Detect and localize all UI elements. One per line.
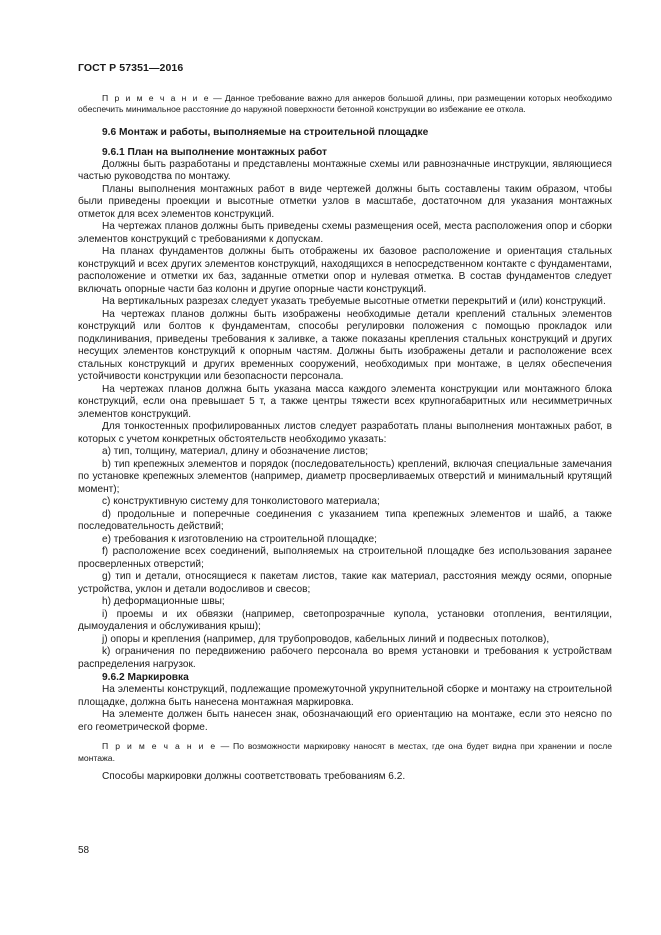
list-item: b) тип крепежных элементов и порядок (последовательность) креплений, включая специальные замечания по установке крепежных элементов (например, диаметр просверливаемых отверстий и минимальный крутящий момент); xyxy=(78,458,612,495)
paragraph: Должны быть разработаны и представлены монтажные схемы или равнозначные инструкции, являющиеся частью руководства по монтажу. xyxy=(78,158,612,183)
note-1-label: П р и м е ч а н и е xyxy=(102,93,211,103)
page-number: 58 xyxy=(78,845,90,856)
list-item: g) тип и детали, относящиеся к пакетам листов, такие как материал, расстояния между осями, опорные устройства, уклон и детали водосливов и свесов; xyxy=(78,571,612,595)
list-item: h) деформационные швы; xyxy=(102,596,225,608)
list-item: k) ограничения по передвижению рабочего персонала во время установки и требования к устройствам распределения нагрузок. xyxy=(78,646,612,670)
note-2-text: — По возможности маркировку наносят в местах, где она будет видна при хранении и после монтажа. xyxy=(78,741,612,763)
list-item: i) проемы и их обвязки (например, светопрозрачные купола, установки отопления, вентиляции, дымоудаления и обслуживания крыш); xyxy=(78,608,612,633)
list-item: j) опоры и крепления (например, для трубопроводов, кабельных линий и подвесных потолков), xyxy=(102,633,550,645)
document-header: ГОСТ Р 57351—2016 xyxy=(78,62,184,74)
paragraph: На чертежах планов должны быть изображены необходимые детали креплений стальных элементов конструкций или болтов к фундаментам, способы регулировки положения с помощью прокладок или подклинивания, приведены требования к заливке, а также показаны крепления стальных конструкций и других несущих элементов конструкций к опорным частям. Должны быть изображены детали и расположение всех стальных конструкций и других временных сооружений, необходимых при монтаже, в целях обеспечения устойчивости конструкции или безопасности персонала. xyxy=(78,308,612,383)
list-item: c) конструктивную систему для тонколистового материала; xyxy=(102,496,380,508)
paragraph: На планах фундаментов должны быть отображены их базовое расположение и ориентация стальных конструкций и всех других элементов конструкций, находящихся в непосредственном контакте с фундаментами, расположение и отметки их баз, заданные отметки опор и нулевая отметка. В состав фундаментов следует включать опорные части баз колонн и другие опорные части конструкций. xyxy=(78,246,612,295)
paragraph: На чертежах планов должны быть приведены схемы размещения осей, места расположения опор и сборки элементов конструкций с требованиями к допускам. xyxy=(78,221,612,245)
note-2 xyxy=(78,741,612,764)
paragraph: Планы выполнения монтажных работ в виде чертежей должны быть составлены таким образом, чтобы были приведены проекции и высотные отметки узлов в масштабе, достаточном для указания монтажных отметок для всех элементов конструкций. xyxy=(78,183,612,220)
list-item: a) тип, толщину, материал, длину и обозначение листов; xyxy=(102,446,369,458)
section-heading-9-6-2: 9.6.2 Маркировка xyxy=(102,672,189,684)
section-heading-9-6: 9.6 Монтаж и работы, выполняемые на строительной площадке xyxy=(102,126,429,138)
section-heading-9-6-1: 9.6.1 План на выполнение монтажных работ xyxy=(102,146,328,158)
paragraph: На вертикальных разрезах следует указать требуемые высотные отметки перекрытий и (или) конструкций. xyxy=(102,296,606,308)
paragraph: На элементы конструкций, подлежащие промежуточной укрупнительной сборке и монтажу на строительной площадке, должна быть нанесена монтажная маркировка. xyxy=(78,684,612,708)
list-item: f) расположение всех соединений, выполняемых на строительной площадке без использования заранее просверленных отверстий; xyxy=(78,546,612,570)
paragraph: На элементе должен быть нанесен знак, обозначающий его ориентацию на монтаже, если это неясно по его геометрической форме. xyxy=(78,709,612,733)
note-1 xyxy=(78,93,612,116)
list-item: e) требования к изготовлению на строительной площадке; xyxy=(102,533,377,545)
note-1-text: — Данное требование важно для анкеров большой длины, при размещении которых необходимо обеспечить минимальное расстояние до наружной поверхности бетонной конструкции во избежание ее откола. xyxy=(78,93,613,115)
paragraph: На чертежах планов должна быть указана масса каждого элемента конструкции или монтажного блока конструкций, если она превышает 5 т, а также центры тяжести всех крупногабаритных или несимметричных элементов конструкций. xyxy=(78,383,612,420)
note-2-label: П р и м е ч а н и е xyxy=(102,741,217,752)
list-item: d) продольные и поперечные соединения с указанием типа крепежных элементов и шайб, а также последовательность действий; xyxy=(78,508,612,533)
paragraph: Способы маркировки должны соответствовать требованиям 6.2. xyxy=(102,771,406,783)
page-body xyxy=(78,93,612,784)
paragraph: Для тонкостенных профилированных листов следует разработать планы выполнения монтажных работ, в которых с учетом конкретных обстоятельств необходимо указать: xyxy=(78,421,612,445)
